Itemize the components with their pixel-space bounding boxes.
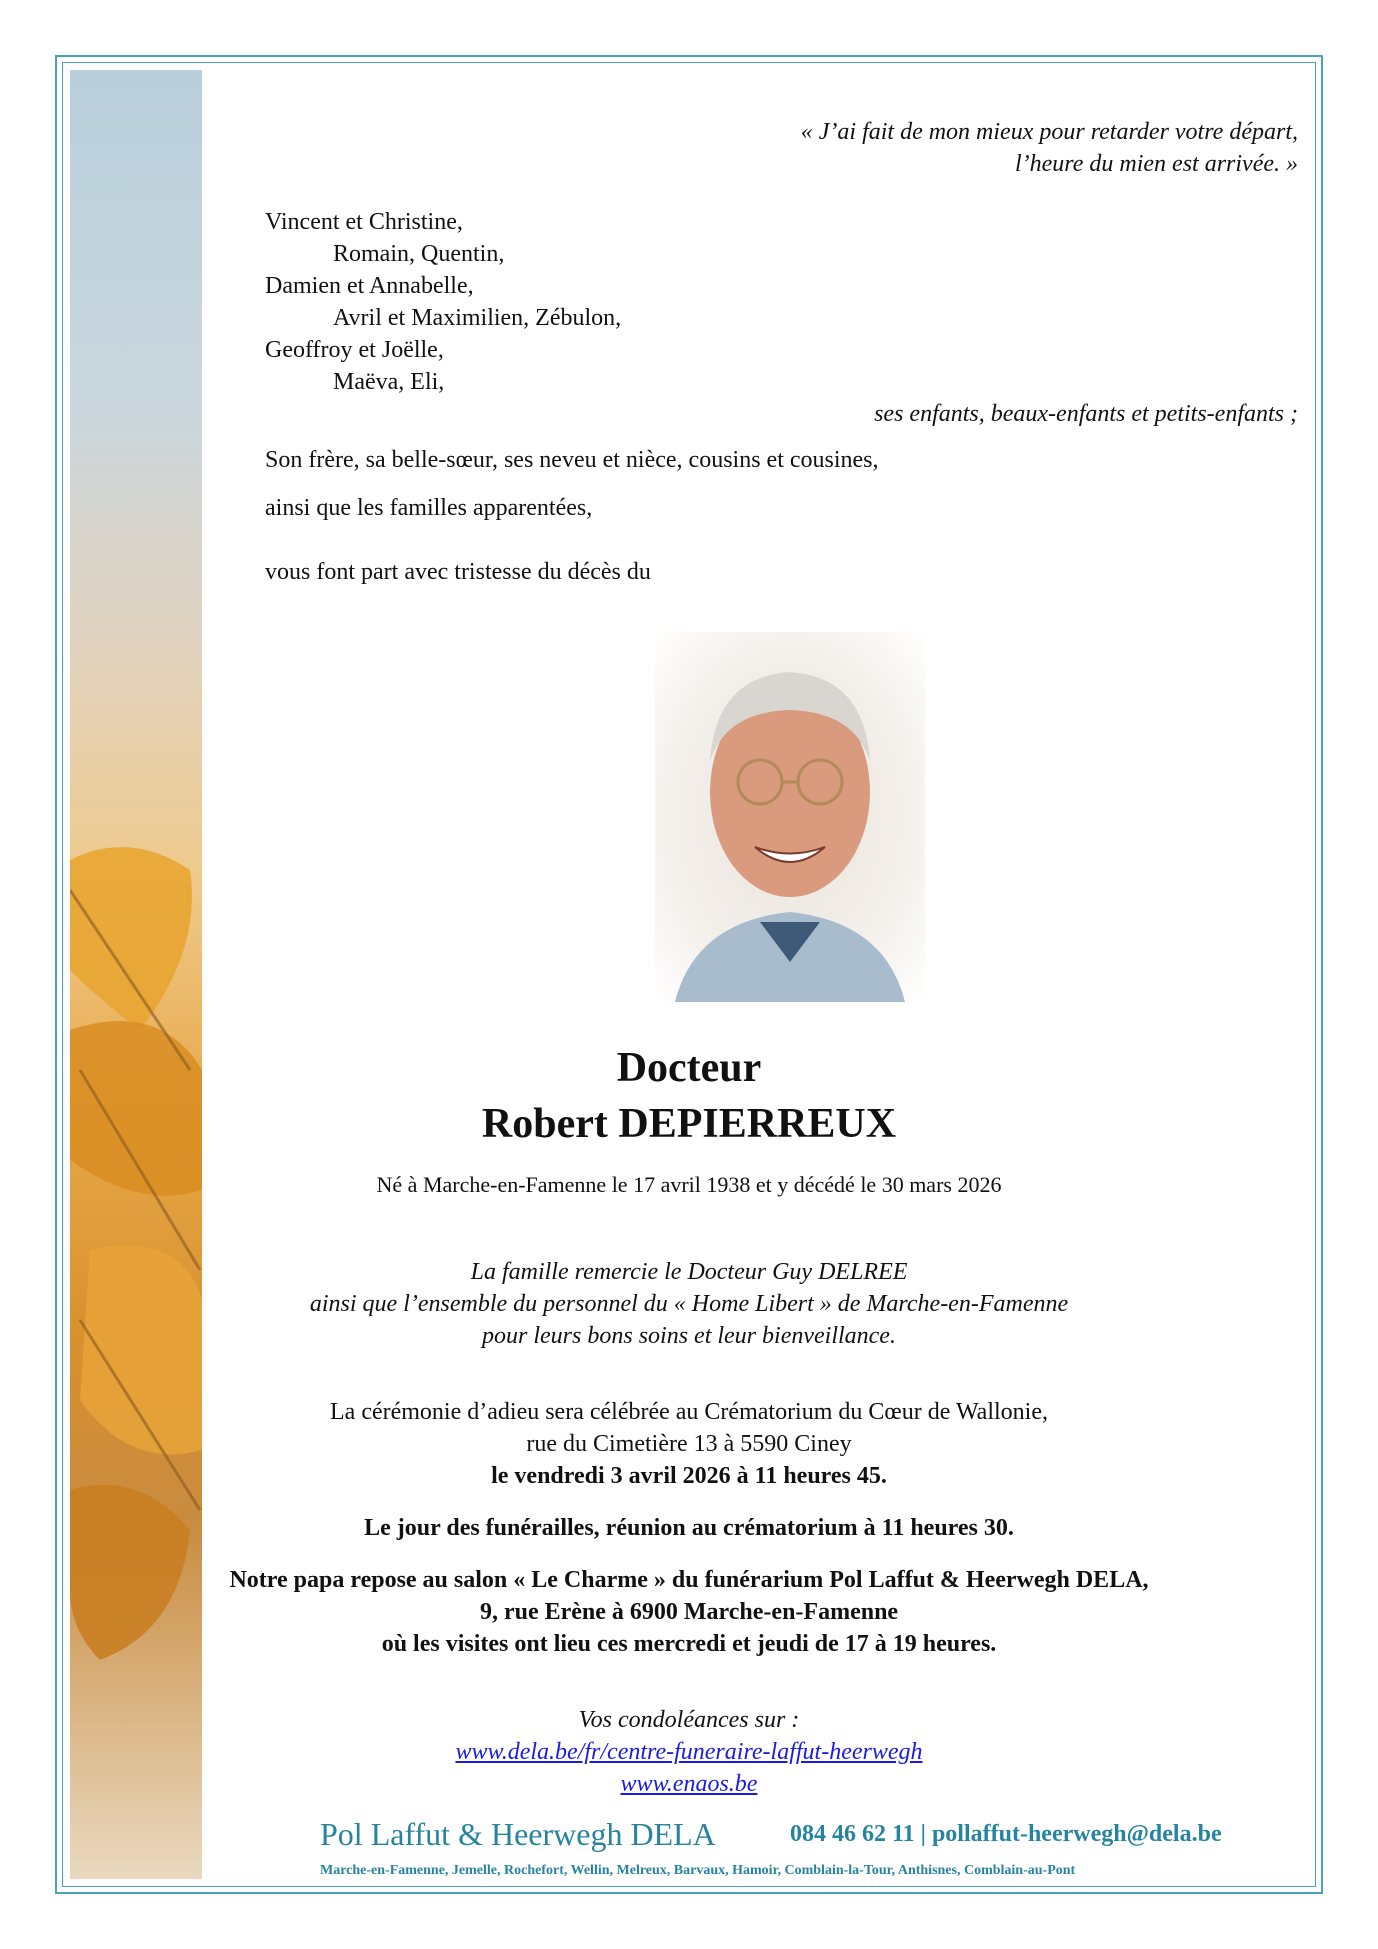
family-line: Avril et Maximilien, Zébulon, bbox=[333, 305, 622, 331]
family-line: Romain, Quentin, bbox=[333, 241, 505, 267]
ceremony-line-1: La cérémonie d’adieu sera célébrée au Crématorium du Cœur de Wallonie, bbox=[330, 1399, 1048, 1425]
rest-line-3: où les visites ont lieu ces mercredi et jeudi de 17 à 19 heures. bbox=[381, 1631, 997, 1657]
condolences-link-dela[interactable]: www.dela.be/fr/centre-funeraire-laffut-heerwegh bbox=[455, 1739, 923, 1765]
meeting-line: Le jour des funérailles, réunion au crématorium à 11 heures 30. bbox=[364, 1515, 1014, 1541]
announcement-line: vous font part avec tristesse du décès du bbox=[265, 559, 651, 585]
quote-line-1: « J’ai fait de mon mieux pour retarder votre départ, bbox=[800, 119, 1298, 145]
family-line: Damien et Annabelle, bbox=[265, 273, 474, 299]
portrait-photo bbox=[655, 632, 925, 1002]
company-locations: Marche-en-Famenne, Jemelle, Rochefort, Wellin, Melreux, Barvaux, Hamoir, Comblain-la-Tour, Anthisnes, Comblain-au-Pont bbox=[320, 1863, 1076, 1878]
family-line: Maëva, Eli, bbox=[333, 369, 445, 395]
birth-death-dates: Né à Marche-en-Famenne le 17 avril 1938 et y décédé le 30 mars 2026 bbox=[376, 1172, 1002, 1197]
deceased-title: Docteur bbox=[616, 1045, 762, 1091]
quote-line-2: l’heure du mien est arrivée. » bbox=[1014, 151, 1298, 177]
thanks-line-2: ainsi que l’ensemble du personnel du « Home Libert » de Marche-en-Famenne bbox=[309, 1291, 1069, 1317]
thanks-line-1: La famille remercie le Docteur Guy DELREE bbox=[470, 1259, 908, 1285]
families-line: ainsi que les familles apparentées, bbox=[265, 495, 593, 521]
company-contact: 084 46 62 11 | pollaffut-heerwegh@dela.be bbox=[790, 1821, 1222, 1847]
rest-line-1: Notre papa repose au salon « Le Charme » du funérarium Pol Laffut & Heerwegh DELA, bbox=[229, 1567, 1149, 1593]
condolences-link-enaos[interactable]: www.enaos.be bbox=[620, 1771, 758, 1797]
family-relation: ses enfants, beaux-enfants et petits-enfants ; bbox=[874, 401, 1298, 427]
ceremony-date: le vendredi 3 avril 2026 à 11 heures 45. bbox=[491, 1463, 887, 1489]
siblings-line: Son frère, sa belle-sœur, ses neveu et nièce, cousins et cousines, bbox=[265, 447, 879, 473]
thanks-line-3: pour leurs bons soins et leur bienveillance. bbox=[482, 1323, 896, 1349]
family-line: Geoffroy et Joëlle, bbox=[265, 337, 444, 363]
ceremony-line-2: rue du Cimetière 13 à 5590 Ciney bbox=[526, 1431, 852, 1457]
deceased-name: Robert DEPIERREUX bbox=[481, 1101, 897, 1147]
family-line: Vincent et Christine, bbox=[265, 209, 463, 235]
condolences-label: Vos condoléances sur : bbox=[578, 1707, 800, 1733]
company-logo: Pol Laffut & Heerwegh DELA bbox=[320, 1816, 716, 1852]
rest-line-2: 9, rue Erène à 6900 Marche-en-Famenne bbox=[479, 1599, 899, 1625]
